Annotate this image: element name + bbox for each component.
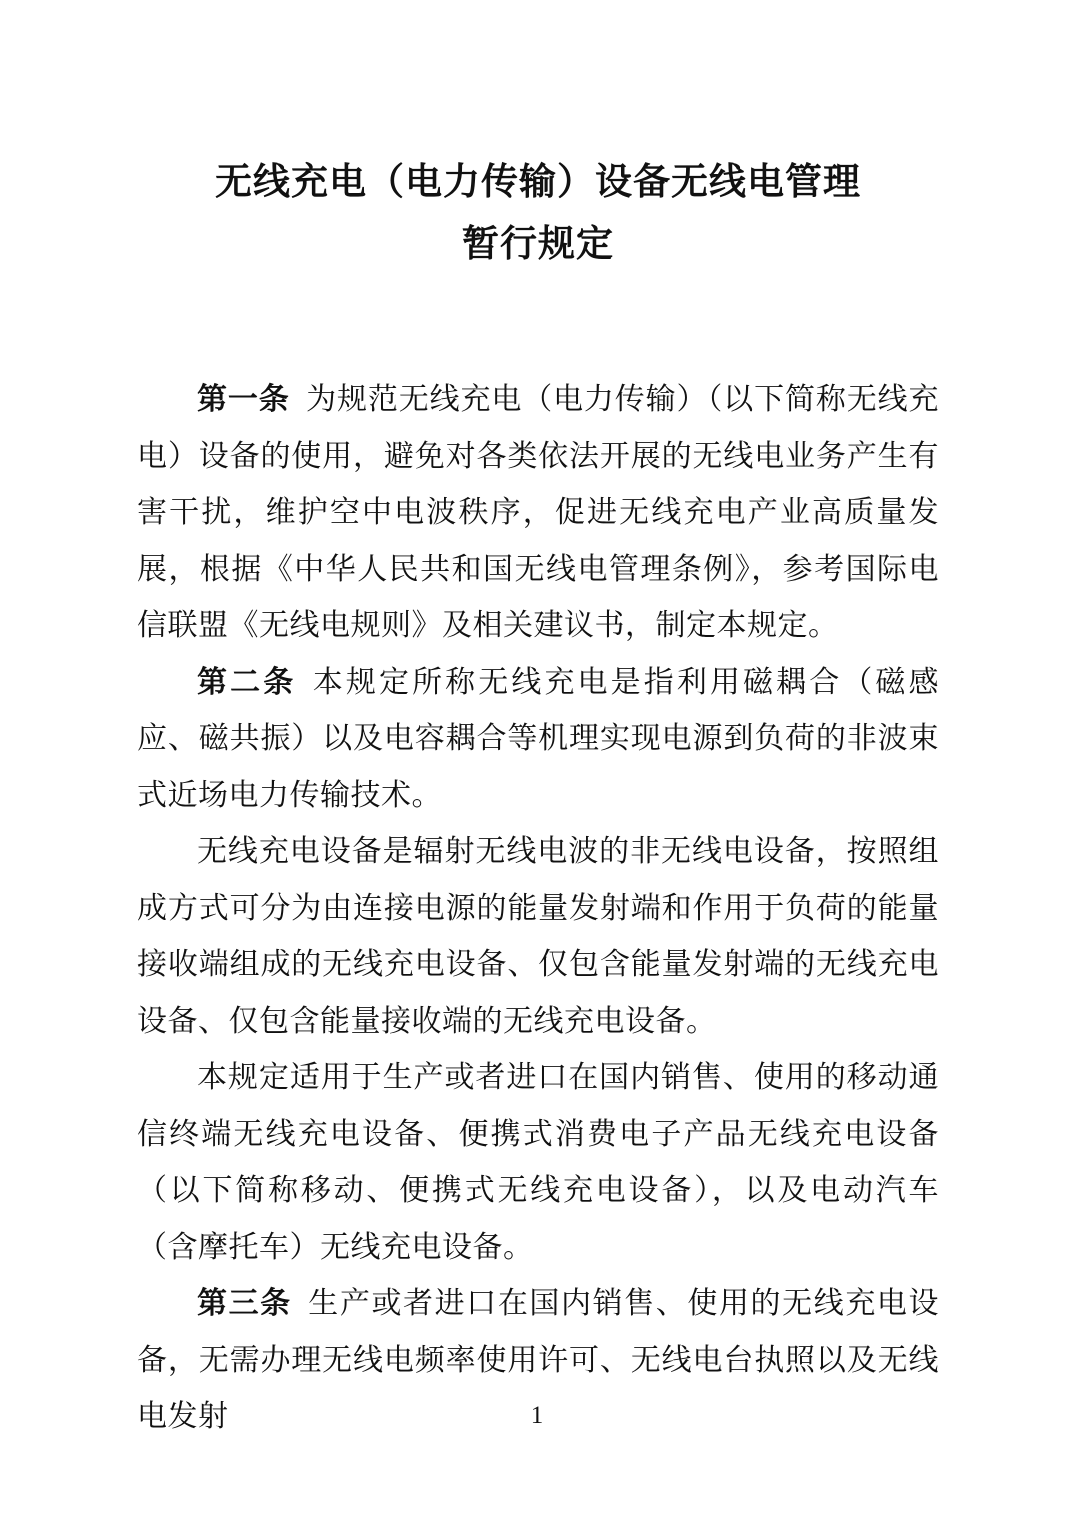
- paragraph-article-2-cont-2: [137, 1050, 939, 1276]
- document-content: [137, 0, 939, 1446]
- document-title-line2: 暂行规定: [462, 224, 614, 265]
- article-2-label: 第二条: [197, 665, 297, 699]
- page-number: 1: [530, 1402, 544, 1429]
- article-3-text: 生产或者进口在国内销售、使用的无线充电设备，无需办理无线电频率使用许可、无线电台执照以及无线电发射: [137, 1287, 940, 1433]
- paragraph-3-text: 无线充电设备是辐射无线电波的非无线电设备，按照组成方式可分为由连接电源的能量发射端和作用于负荷的能量接收端组成的无线充电设备、仅包含能量发射端的无线充电设备、仅包含能量接收端的无线充电设备。: [137, 835, 939, 1038]
- paragraph-article-2-cont-1: [137, 824, 939, 1050]
- article-1-label: 第一条: [197, 383, 290, 416]
- paragraph-article-1: [137, 372, 939, 655]
- article-2-text: 本规定所称无线充电是指利用磁耦合（磁感应、磁共振）以及电容耦合等机理实现电源到负荷的非波束式近场电力传输技术。: [137, 665, 940, 812]
- article-1-text: 为规范无线充电（电力传输）（以下简称无线充电）设备的使用，避免对各类依法开展的无线电业务产生有害干扰，维护空中电波秩序，促进无线充电产业高质量发展，根据《中华人民共和国无线电管理条例》，参考国际电信联盟《无线电规则》及相关建议书，制定本规定。: [137, 383, 940, 642]
- paragraph-article-2: [137, 655, 939, 825]
- document-title: [137, 152, 939, 276]
- paragraph-4-text: 本规定适用于生产或者进口在国内销售、使用的移动通信终端无线充电设备、便携式消费电子产品无线充电设备（以下简称移动、便携式无线充电设备），以及电动汽车（含摩托车）无线充电设备。: [137, 1061, 939, 1264]
- document-body: [137, 372, 939, 1446]
- article-3-label: 第三条: [197, 1287, 292, 1320]
- document-title-line1: 无线充电（电力传输）设备无线电管理: [215, 162, 861, 203]
